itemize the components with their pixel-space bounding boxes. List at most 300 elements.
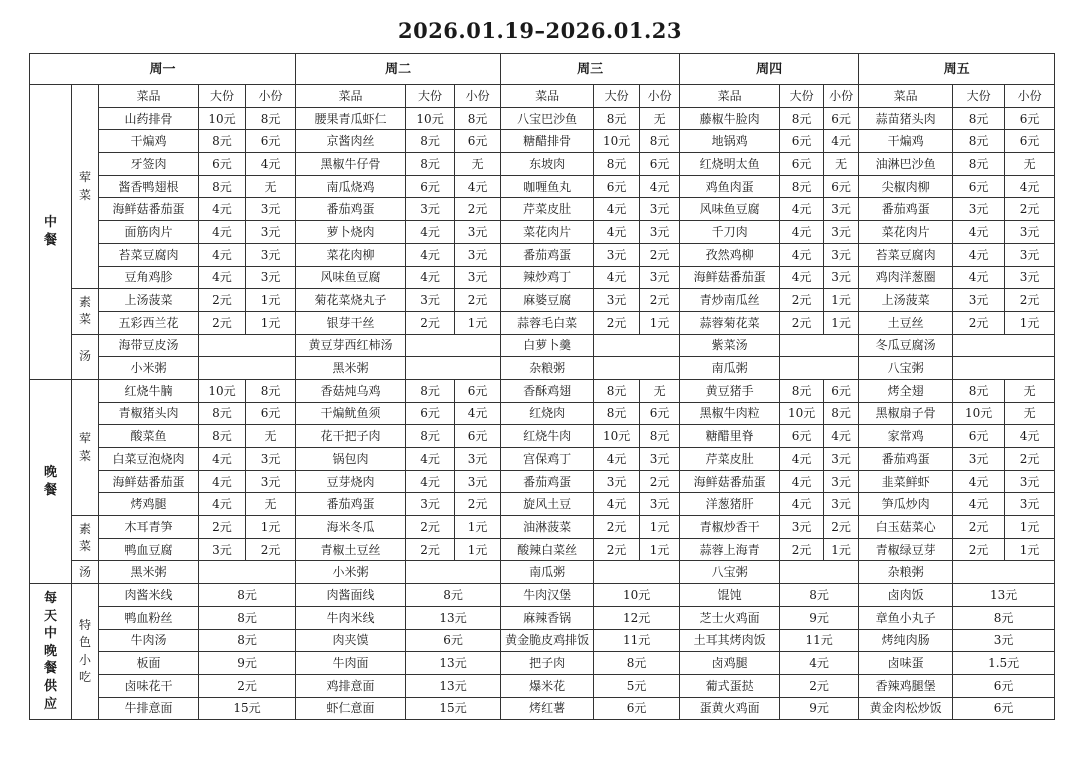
large-price: 4元 [953,243,1005,266]
snack-price: 13元 [953,584,1055,607]
small-price: 1元 [824,538,859,561]
snack-price: 6元 [594,697,680,720]
empty-cell [953,357,1055,380]
dish-name: 红烧牛肉 [501,425,594,448]
snack-name: 卤味蛋 [859,652,953,675]
small-price: 6元 [455,130,501,153]
column-header-small: 小份 [246,85,296,108]
small-price: 6元 [824,175,859,198]
snack-price: 11元 [780,629,859,652]
large-price: 4元 [780,198,824,221]
small-price: 3元 [246,198,296,221]
small-price: 3元 [246,470,296,493]
large-price: 2元 [780,311,824,334]
column-header-dish: 菜品 [296,85,406,108]
menu-table [29,53,1055,720]
small-price: 1元 [246,311,296,334]
large-price: 4元 [594,448,640,471]
dish-name: 烤鸡腿 [99,493,199,516]
empty-cell [199,561,296,584]
day-header: 周四 [680,54,859,85]
large-price: 8元 [780,379,824,402]
dish-name: 五彩西兰花 [99,311,199,334]
table-row [30,493,1055,516]
empty-cell [406,334,501,357]
dish-name: 番茄鸡蛋 [296,493,406,516]
large-price: 10元 [199,379,246,402]
large-price: 3元 [594,243,640,266]
table-row [30,334,1055,357]
column-header-dish: 菜品 [859,85,953,108]
large-price: 4元 [780,243,824,266]
large-price: 2元 [594,516,640,539]
column-header-large: 大份 [406,85,455,108]
day-header: 周三 [501,54,680,85]
day-header: 周一 [30,54,296,85]
small-price: 无 [246,425,296,448]
small-price: 无 [1005,153,1055,176]
section-lunch: 中 餐 [30,85,72,380]
large-price: 3元 [406,198,455,221]
large-price: 6元 [780,153,824,176]
empty-cell [780,561,859,584]
dish-name: 锅包肉 [296,448,406,471]
large-price: 4元 [953,221,1005,244]
snack-name: 葡式蛋挞 [680,674,780,697]
large-price: 4元 [199,221,246,244]
snack-name: 牛肉面 [296,652,406,675]
dish-name: 黑米粥 [99,561,199,584]
dish-name: 藤椒牛脸肉 [680,107,780,130]
small-price: 3元 [1005,243,1055,266]
column-header-large: 大份 [953,85,1005,108]
dish-name: 海米冬瓜 [296,516,406,539]
large-price: 4元 [406,243,455,266]
small-price: 1元 [824,311,859,334]
large-price: 2元 [953,311,1005,334]
small-price: 6元 [640,402,680,425]
small-price: 无 [1005,379,1055,402]
large-price: 8元 [780,175,824,198]
large-price: 8元 [199,175,246,198]
small-price: 1元 [246,289,296,312]
small-price: 2元 [824,516,859,539]
large-price: 4元 [199,470,246,493]
day-header: 周二 [296,54,501,85]
small-price: 3元 [455,470,501,493]
dish-name: 黄豆猪手 [680,379,780,402]
table-row [30,289,1055,312]
dish-name: 南瓜粥 [501,561,594,584]
large-price: 4元 [594,493,640,516]
dish-name: 笋瓜炒肉 [859,493,953,516]
column-header-small: 小份 [824,85,859,108]
category-veg: 素 菜 [72,289,99,334]
table-row [30,107,1055,130]
small-price: 2元 [1005,289,1055,312]
small-price: 2元 [455,198,501,221]
small-price: 4元 [246,153,296,176]
large-price: 3元 [953,198,1005,221]
small-price: 2元 [1005,198,1055,221]
dish-name: 花干把子肉 [296,425,406,448]
large-price: 4元 [953,470,1005,493]
dish-name: 家常鸡 [859,425,953,448]
dish-name: 糖醋排骨 [501,130,594,153]
large-price: 4元 [199,243,246,266]
large-price: 4元 [406,266,455,289]
table-row [30,538,1055,561]
small-price: 6元 [246,130,296,153]
large-price: 3元 [406,289,455,312]
dish-name: 芹菜皮肚 [501,198,594,221]
small-price: 无 [246,493,296,516]
large-price: 3元 [199,538,246,561]
dish-name: 洋葱猪肝 [680,493,780,516]
dish-name: 八宝巴沙鱼 [501,107,594,130]
dish-name: 小米粥 [99,357,199,380]
dish-name: 油淋菠菜 [501,516,594,539]
large-price: 6元 [406,175,455,198]
dish-name: 蒜蓉上海青 [680,538,780,561]
dish-name: 番茄鸡蛋 [501,243,594,266]
large-price: 8元 [594,153,640,176]
empty-cell [406,561,501,584]
table-row [30,198,1055,221]
dish-name: 白萝卜羹 [501,334,594,357]
snack-name: 麻辣香锅 [501,606,594,629]
dish-name: 香酥鸡翅 [501,379,594,402]
snack-name: 卤味花干 [99,674,199,697]
table-row [30,652,1055,675]
dish-name: 辣炒鸡丁 [501,266,594,289]
small-price: 8元 [246,379,296,402]
table-row [30,470,1055,493]
category-soup: 汤 [72,561,99,584]
small-price: 6元 [455,425,501,448]
large-price: 8元 [594,402,640,425]
large-price: 4元 [199,198,246,221]
category-meat: 荤 菜 [72,379,99,515]
table-row [30,402,1055,425]
small-price: 3元 [824,266,859,289]
dish-name: 冬瓜豆腐汤 [859,334,953,357]
snack-name: 烤红薯 [501,697,594,720]
small-price: 3元 [1005,493,1055,516]
dish-name: 银芽干丝 [296,311,406,334]
snack-price: 13元 [406,606,501,629]
snack-price: 10元 [594,584,680,607]
dish-name: 鸡鱼肉蛋 [680,175,780,198]
table-row [30,697,1055,720]
small-price: 8元 [824,402,859,425]
category-soup: 汤 [72,334,99,379]
small-price: 4元 [640,175,680,198]
large-price: 4元 [780,493,824,516]
snack-price: 15元 [199,697,296,720]
large-price: 6元 [594,175,640,198]
empty-cell [594,561,680,584]
dish-name: 酱香鸭翅根 [99,175,199,198]
dish-name: 菊花菜烧丸子 [296,289,406,312]
large-price: 2元 [406,516,455,539]
dish-name: 干煸鸡 [859,130,953,153]
small-price: 8元 [640,130,680,153]
dish-name: 苔菜豆腐肉 [859,243,953,266]
empty-cell [780,334,859,357]
large-price: 10元 [594,130,640,153]
large-price: 10元 [780,402,824,425]
dish-name: 糖醋里脊 [680,425,780,448]
dish-name: 豆芽烧肉 [296,470,406,493]
empty-cell [199,357,296,380]
snack-name: 香辣鸡腿堡 [859,674,953,697]
small-price: 1元 [455,516,501,539]
table-row [30,561,1055,584]
small-price: 4元 [1005,175,1055,198]
small-price: 1元 [455,538,501,561]
small-price: 3元 [640,448,680,471]
large-price: 8元 [199,402,246,425]
dish-name: 蒜蓉菊花菜 [680,311,780,334]
dish-name: 菜花肉柳 [296,243,406,266]
large-price: 3元 [406,493,455,516]
dish-name: 青椒绿豆芽 [859,538,953,561]
dish-name: 红烧牛腩 [99,379,199,402]
dish-name: 八宝粥 [859,357,953,380]
dish-name: 腰果青瓜虾仁 [296,107,406,130]
large-price: 4元 [780,470,824,493]
large-price: 2元 [406,311,455,334]
dish-name: 红烧明太鱼 [680,153,780,176]
dish-name: 风味鱼豆腐 [680,198,780,221]
small-price: 3元 [246,243,296,266]
snack-price: 13元 [406,652,501,675]
column-header-large: 大份 [594,85,640,108]
small-price: 8元 [455,107,501,130]
large-price: 4元 [199,448,246,471]
snack-price: 12元 [594,606,680,629]
table-row [30,311,1055,334]
dish-name: 东坡肉 [501,153,594,176]
dish-name: 萝卜烧肉 [296,221,406,244]
snack-name: 黄金脆皮鸡排饭 [501,629,594,652]
dish-name: 油淋巴沙鱼 [859,153,953,176]
small-price: 2元 [455,493,501,516]
large-price: 6元 [199,153,246,176]
dish-name: 海鲜菇番茄蛋 [680,266,780,289]
table-row [30,221,1055,244]
snack-price: 9元 [199,652,296,675]
empty-cell [199,334,296,357]
page-title: 2026.01.19–2026.01.23 [397,18,683,43]
snack-name: 土耳其烤肉饭 [680,629,780,652]
large-price: 4元 [406,221,455,244]
snack-name: 章鱼小丸子 [859,606,953,629]
empty-cell [780,357,859,380]
large-price: 2元 [199,289,246,312]
small-price: 6元 [1005,107,1055,130]
column-header-large: 大份 [199,85,246,108]
column-header-large: 大份 [780,85,824,108]
dish-name: 鸡肉洋葱圈 [859,266,953,289]
small-price: 1元 [640,538,680,561]
table-row [30,153,1055,176]
large-price: 4元 [406,470,455,493]
large-price: 2元 [594,311,640,334]
dish-name: 豆角鸡胗 [99,266,199,289]
small-price: 3元 [455,448,501,471]
snack-name: 烤纯肉肠 [859,629,953,652]
snack-name: 牛肉汤 [99,629,199,652]
dish-name: 芹菜皮肚 [680,448,780,471]
dish-name: 白菜豆泡烧肉 [99,448,199,471]
small-price: 3元 [824,448,859,471]
small-price: 3元 [640,221,680,244]
large-price: 4元 [594,221,640,244]
small-price: 3元 [824,493,859,516]
section-dinner: 晚 餐 [30,379,72,583]
small-price: 3元 [824,221,859,244]
small-price: 1元 [1005,516,1055,539]
small-price: 3元 [455,243,501,266]
dish-name: 八宝粥 [680,561,780,584]
small-price: 1元 [824,289,859,312]
large-price: 4元 [406,448,455,471]
large-price: 8元 [953,153,1005,176]
table-row [30,266,1055,289]
empty-cell [953,561,1055,584]
small-price: 无 [246,175,296,198]
snack-price: 6元 [953,674,1055,697]
large-price: 8元 [406,153,455,176]
dish-name: 酸辣白菜丝 [501,538,594,561]
small-price: 2元 [1005,448,1055,471]
dish-name: 红烧肉 [501,402,594,425]
table-row [30,85,1055,108]
snack-name: 芝士火鸡面 [680,606,780,629]
small-price: 4元 [455,402,501,425]
large-price: 3元 [953,448,1005,471]
small-price: 3元 [824,243,859,266]
dish-name: 黑米粥 [296,357,406,380]
large-price: 4元 [953,493,1005,516]
dish-name: 菜花肉片 [859,221,953,244]
snack-name: 黄金肉松炒饭 [859,697,953,720]
category-snack: 特 色 小 吃 [72,584,99,720]
dish-name: 番茄鸡蛋 [859,198,953,221]
snack-name: 馄饨 [680,584,780,607]
table-row [30,130,1055,153]
snack-price: 5元 [594,674,680,697]
small-price: 4元 [455,175,501,198]
dish-name: 鸭血豆腐 [99,538,199,561]
dish-name: 青炒南瓜丝 [680,289,780,312]
small-price: 3元 [640,198,680,221]
dish-name: 旋风土豆 [501,493,594,516]
snack-price: 8元 [199,629,296,652]
dish-name: 青椒土豆丝 [296,538,406,561]
snack-name: 卤鸡腿 [680,652,780,675]
small-price: 3元 [455,221,501,244]
snack-price: 4元 [780,652,859,675]
dish-name: 番茄鸡蛋 [859,448,953,471]
small-price: 3元 [1005,221,1055,244]
snack-name: 爆米花 [501,674,594,697]
snack-name: 蛋黄火鸡面 [680,697,780,720]
column-header-small: 小份 [455,85,501,108]
large-price: 4元 [594,266,640,289]
category-meat: 荤 菜 [72,85,99,289]
snack-price: 15元 [406,697,501,720]
large-price: 6元 [953,175,1005,198]
dish-name: 山药排骨 [99,107,199,130]
dish-name: 番茄鸡蛋 [296,198,406,221]
dish-name: 海鲜菇番茄蛋 [99,470,199,493]
large-price: 3元 [594,289,640,312]
large-price: 8元 [594,107,640,130]
dish-name: 蒜苗猪头肉 [859,107,953,130]
dish-name: 黄豆芽西红柿汤 [296,334,406,357]
large-price: 10元 [594,425,640,448]
small-price: 1元 [1005,538,1055,561]
small-price: 3元 [246,221,296,244]
large-price: 8元 [199,425,246,448]
snack-name: 牛排意面 [99,697,199,720]
large-price: 6元 [953,425,1005,448]
table-row [30,516,1055,539]
large-price: 3元 [780,516,824,539]
dish-name: 上汤菠菜 [859,289,953,312]
large-price: 8元 [780,107,824,130]
snack-name: 鸡排意面 [296,674,406,697]
large-price: 8元 [406,425,455,448]
large-price: 2元 [199,311,246,334]
snack-name: 虾仁意面 [296,697,406,720]
large-price: 2元 [780,538,824,561]
table-row [30,425,1055,448]
dish-name: 菜花肉片 [501,221,594,244]
snack-price: 13元 [406,674,501,697]
large-price: 8元 [953,107,1005,130]
small-price: 无 [824,153,859,176]
large-price: 4元 [199,493,246,516]
table-row [30,674,1055,697]
dish-name: 香菇炖乌鸡 [296,379,406,402]
snack-price: 8元 [780,584,859,607]
category-veg: 素 菜 [72,516,99,561]
small-price: 4元 [824,425,859,448]
table-row [30,357,1055,380]
large-price: 2元 [594,538,640,561]
empty-cell [594,357,680,380]
dish-name: 酸菜鱼 [99,425,199,448]
snack-price: 6元 [406,629,501,652]
dish-name: 牙签肉 [99,153,199,176]
snack-price: 1.5元 [953,652,1055,675]
dish-name: 宫保鸡丁 [501,448,594,471]
dish-name: 土豆丝 [859,311,953,334]
dish-name: 黑椒牛仔骨 [296,153,406,176]
dish-name: 木耳青笋 [99,516,199,539]
large-price: 2元 [406,538,455,561]
dish-name: 番茄鸡蛋 [501,470,594,493]
small-price: 3元 [1005,470,1055,493]
column-header-dish: 菜品 [501,85,594,108]
small-price: 3元 [824,198,859,221]
dish-name: 烤全翅 [859,379,953,402]
small-price: 无 [1005,402,1055,425]
